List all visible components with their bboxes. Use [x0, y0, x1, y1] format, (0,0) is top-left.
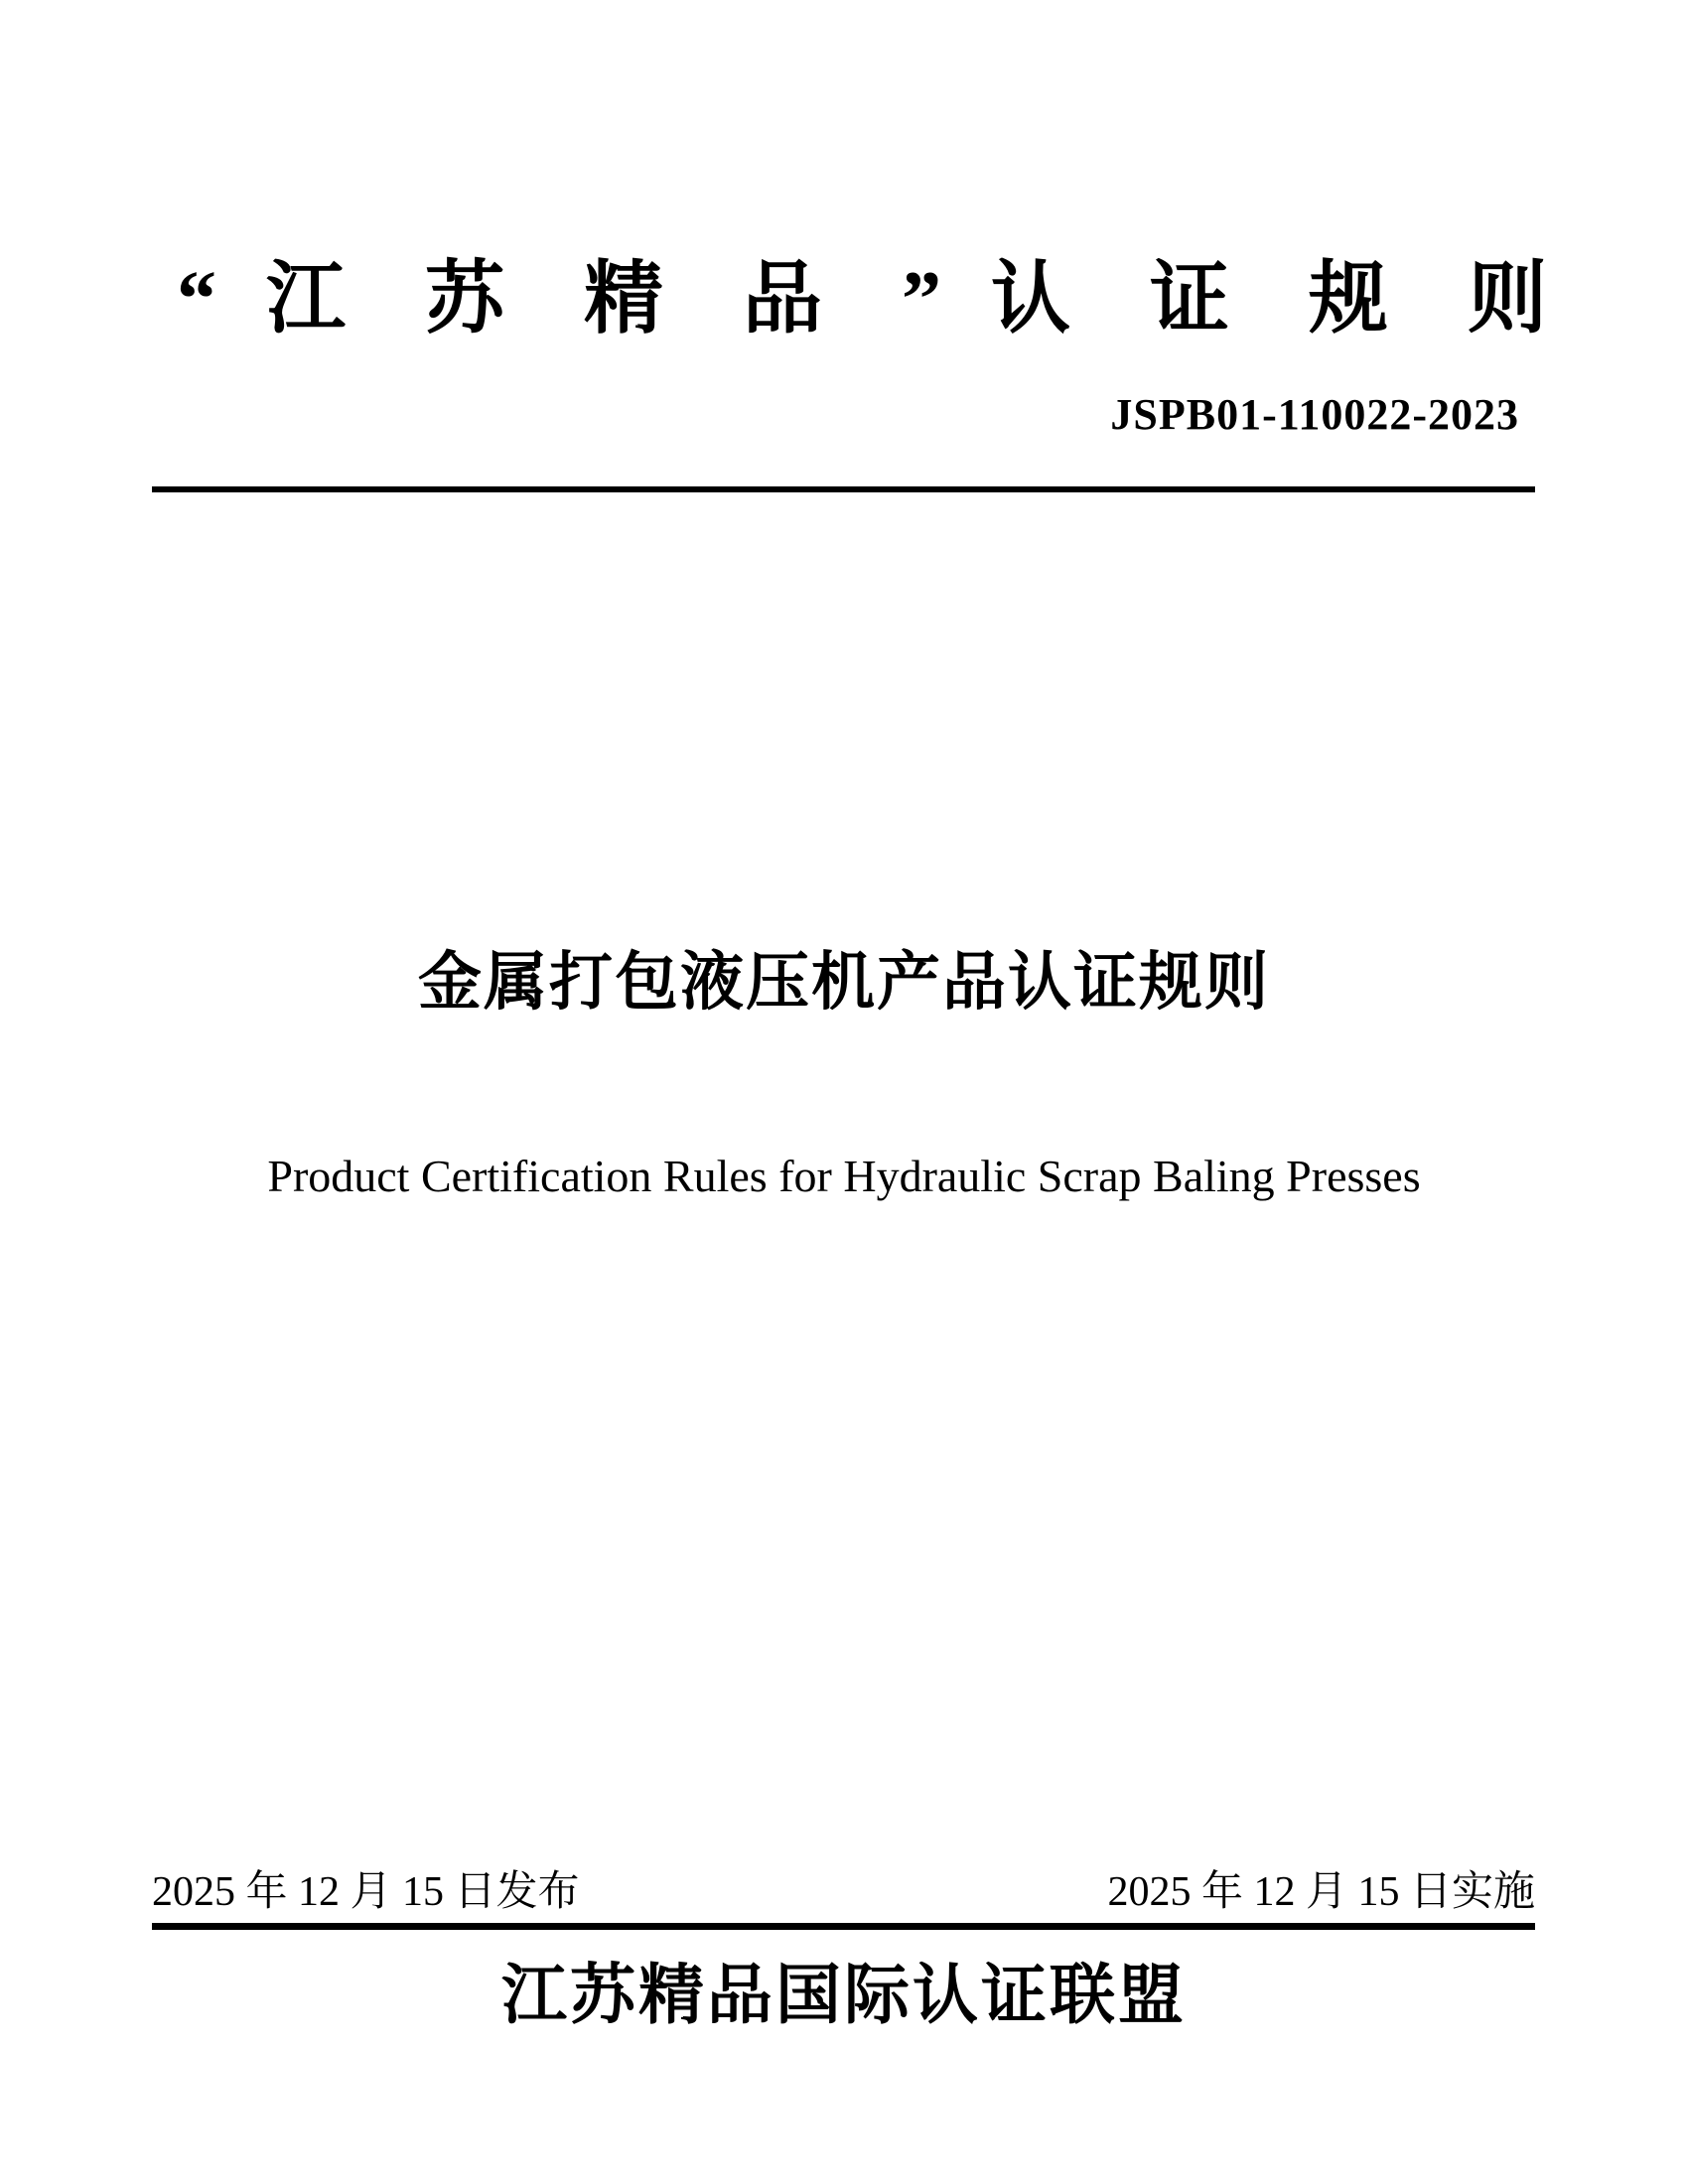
bottom-divider [152, 1923, 1535, 1930]
dates-row [152, 1858, 1535, 1918]
product-title-chinese: 金属打包液压机产品认证规则 [418, 947, 1270, 1018]
organization-name: 江苏精品国际认证联盟 [501, 1960, 1187, 2032]
top-divider [152, 486, 1535, 492]
document-number: JSPB01-110022-2023 [1110, 390, 1519, 439]
issue-date: 2025 年 12 月 15 日发布 [152, 1869, 580, 1915]
product-title-english: Product Certification Rules for Hydraulic Scrap Baling Presses [267, 1151, 1421, 1201]
effective-date: 2025 年 12 月 15 日实施 [1107, 1869, 1535, 1915]
brand-certification-title: “ 江 苏 精 品 ” 认 证 规 则 [177, 256, 1547, 343]
